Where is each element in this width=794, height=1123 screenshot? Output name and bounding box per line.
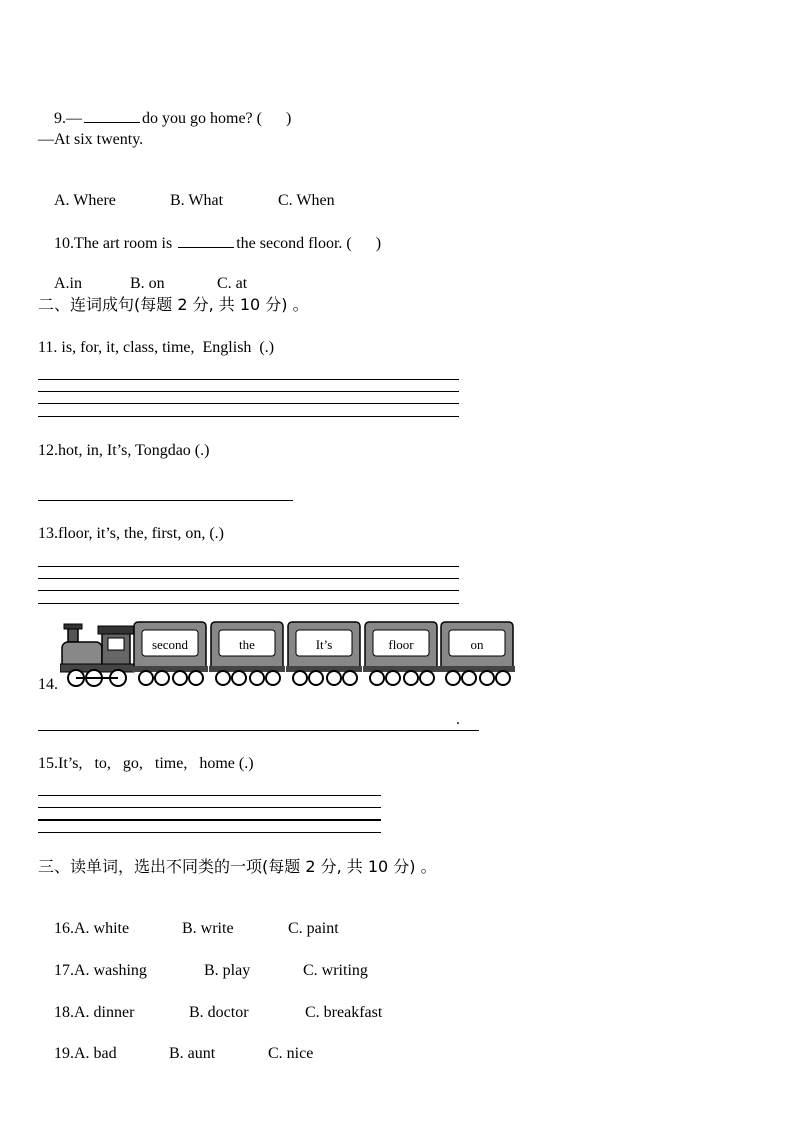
question-11: 11. is, for, it, class, time, English (.) — [38, 339, 275, 356]
question-number: 17. — [54, 962, 74, 979]
option-a[interactable]: A. washing — [74, 962, 147, 979]
option-c[interactable]: C. writing — [303, 962, 368, 979]
writing-line[interactable] — [38, 500, 293, 501]
writing-line — [38, 603, 459, 604]
question-12: 12.hot, in, It’s, Tongdao (.) — [38, 442, 210, 459]
answer-blank[interactable] — [178, 233, 234, 248]
writing-line — [38, 832, 381, 833]
train-car — [132, 622, 208, 685]
locomotive-icon — [60, 624, 134, 686]
train-illustration — [60, 620, 520, 690]
writing-line[interactable] — [38, 566, 459, 567]
option-b[interactable]: B. play — [204, 962, 251, 979]
writing-line — [38, 416, 459, 417]
writing-line — [38, 403, 459, 404]
question-10-stem: the second floor. ( ) — [236, 235, 382, 252]
train-word: on — [470, 637, 484, 652]
train-car — [439, 622, 515, 685]
question-number: 16. — [54, 920, 74, 937]
question-15: 15.It’s, to, go, time, home (.) — [38, 755, 254, 772]
answer-blank[interactable] — [84, 108, 140, 123]
option-c[interactable]: C. paint — [288, 920, 339, 937]
question-14-number: 14. — [38, 676, 58, 693]
writing-line — [38, 391, 459, 392]
question-number: 18. — [54, 1004, 74, 1021]
writing-line — [38, 590, 459, 591]
sentence-end-period: . — [456, 711, 460, 728]
option-b[interactable]: B. doctor — [189, 1004, 249, 1021]
writing-line[interactable] — [38, 730, 479, 731]
question-10-prefix: 10.The art room is — [54, 235, 177, 252]
train-word: second — [151, 637, 189, 652]
option-a[interactable]: A. Where — [54, 192, 116, 209]
train-word: It’s — [315, 637, 333, 652]
option-c[interactable]: C. breakfast — [305, 1004, 383, 1021]
option-b[interactable]: B. What — [170, 192, 224, 209]
question-19 — [38, 1024, 313, 1084]
train-word: the — [239, 637, 255, 652]
writing-line[interactable] — [38, 379, 459, 380]
train-car — [363, 622, 439, 685]
section-3-title: 三、读单词，选出不同类的一项(每题 2 分, 共 10 分) 。 — [38, 857, 437, 876]
question-13: 13.floor, it’s, the, first, on, (.) — [38, 525, 224, 542]
train-car — [286, 622, 362, 685]
option-b[interactable]: B. write — [182, 920, 234, 937]
section-2-title: 二、连词成句(每题 2 分, 共 10 分) 。 — [38, 295, 309, 314]
question-number: 19. — [54, 1045, 74, 1062]
option-c[interactable]: C. nice — [268, 1045, 314, 1062]
train-word: floor — [388, 637, 414, 652]
option-b[interactable]: B. on — [130, 275, 165, 292]
writing-line — [38, 819, 381, 821]
writing-line[interactable] — [38, 795, 381, 796]
question-9-answer-line: —At six twenty. — [38, 131, 144, 148]
writing-line — [38, 578, 459, 579]
option-c[interactable]: C. When — [278, 192, 335, 209]
question-9-prefix: 9.— — [54, 110, 82, 127]
train-car — [209, 622, 285, 685]
question-9-stem: do you go home? ( ) — [142, 110, 292, 127]
writing-line — [38, 807, 381, 808]
option-a[interactable]: A. white — [74, 920, 130, 937]
option-c[interactable]: C. at — [217, 275, 248, 292]
option-a[interactable]: A.in — [54, 275, 82, 292]
option-a[interactable]: A. bad — [74, 1045, 117, 1062]
option-b[interactable]: B. aunt — [169, 1045, 216, 1062]
option-a[interactable]: A. dinner — [74, 1004, 135, 1021]
